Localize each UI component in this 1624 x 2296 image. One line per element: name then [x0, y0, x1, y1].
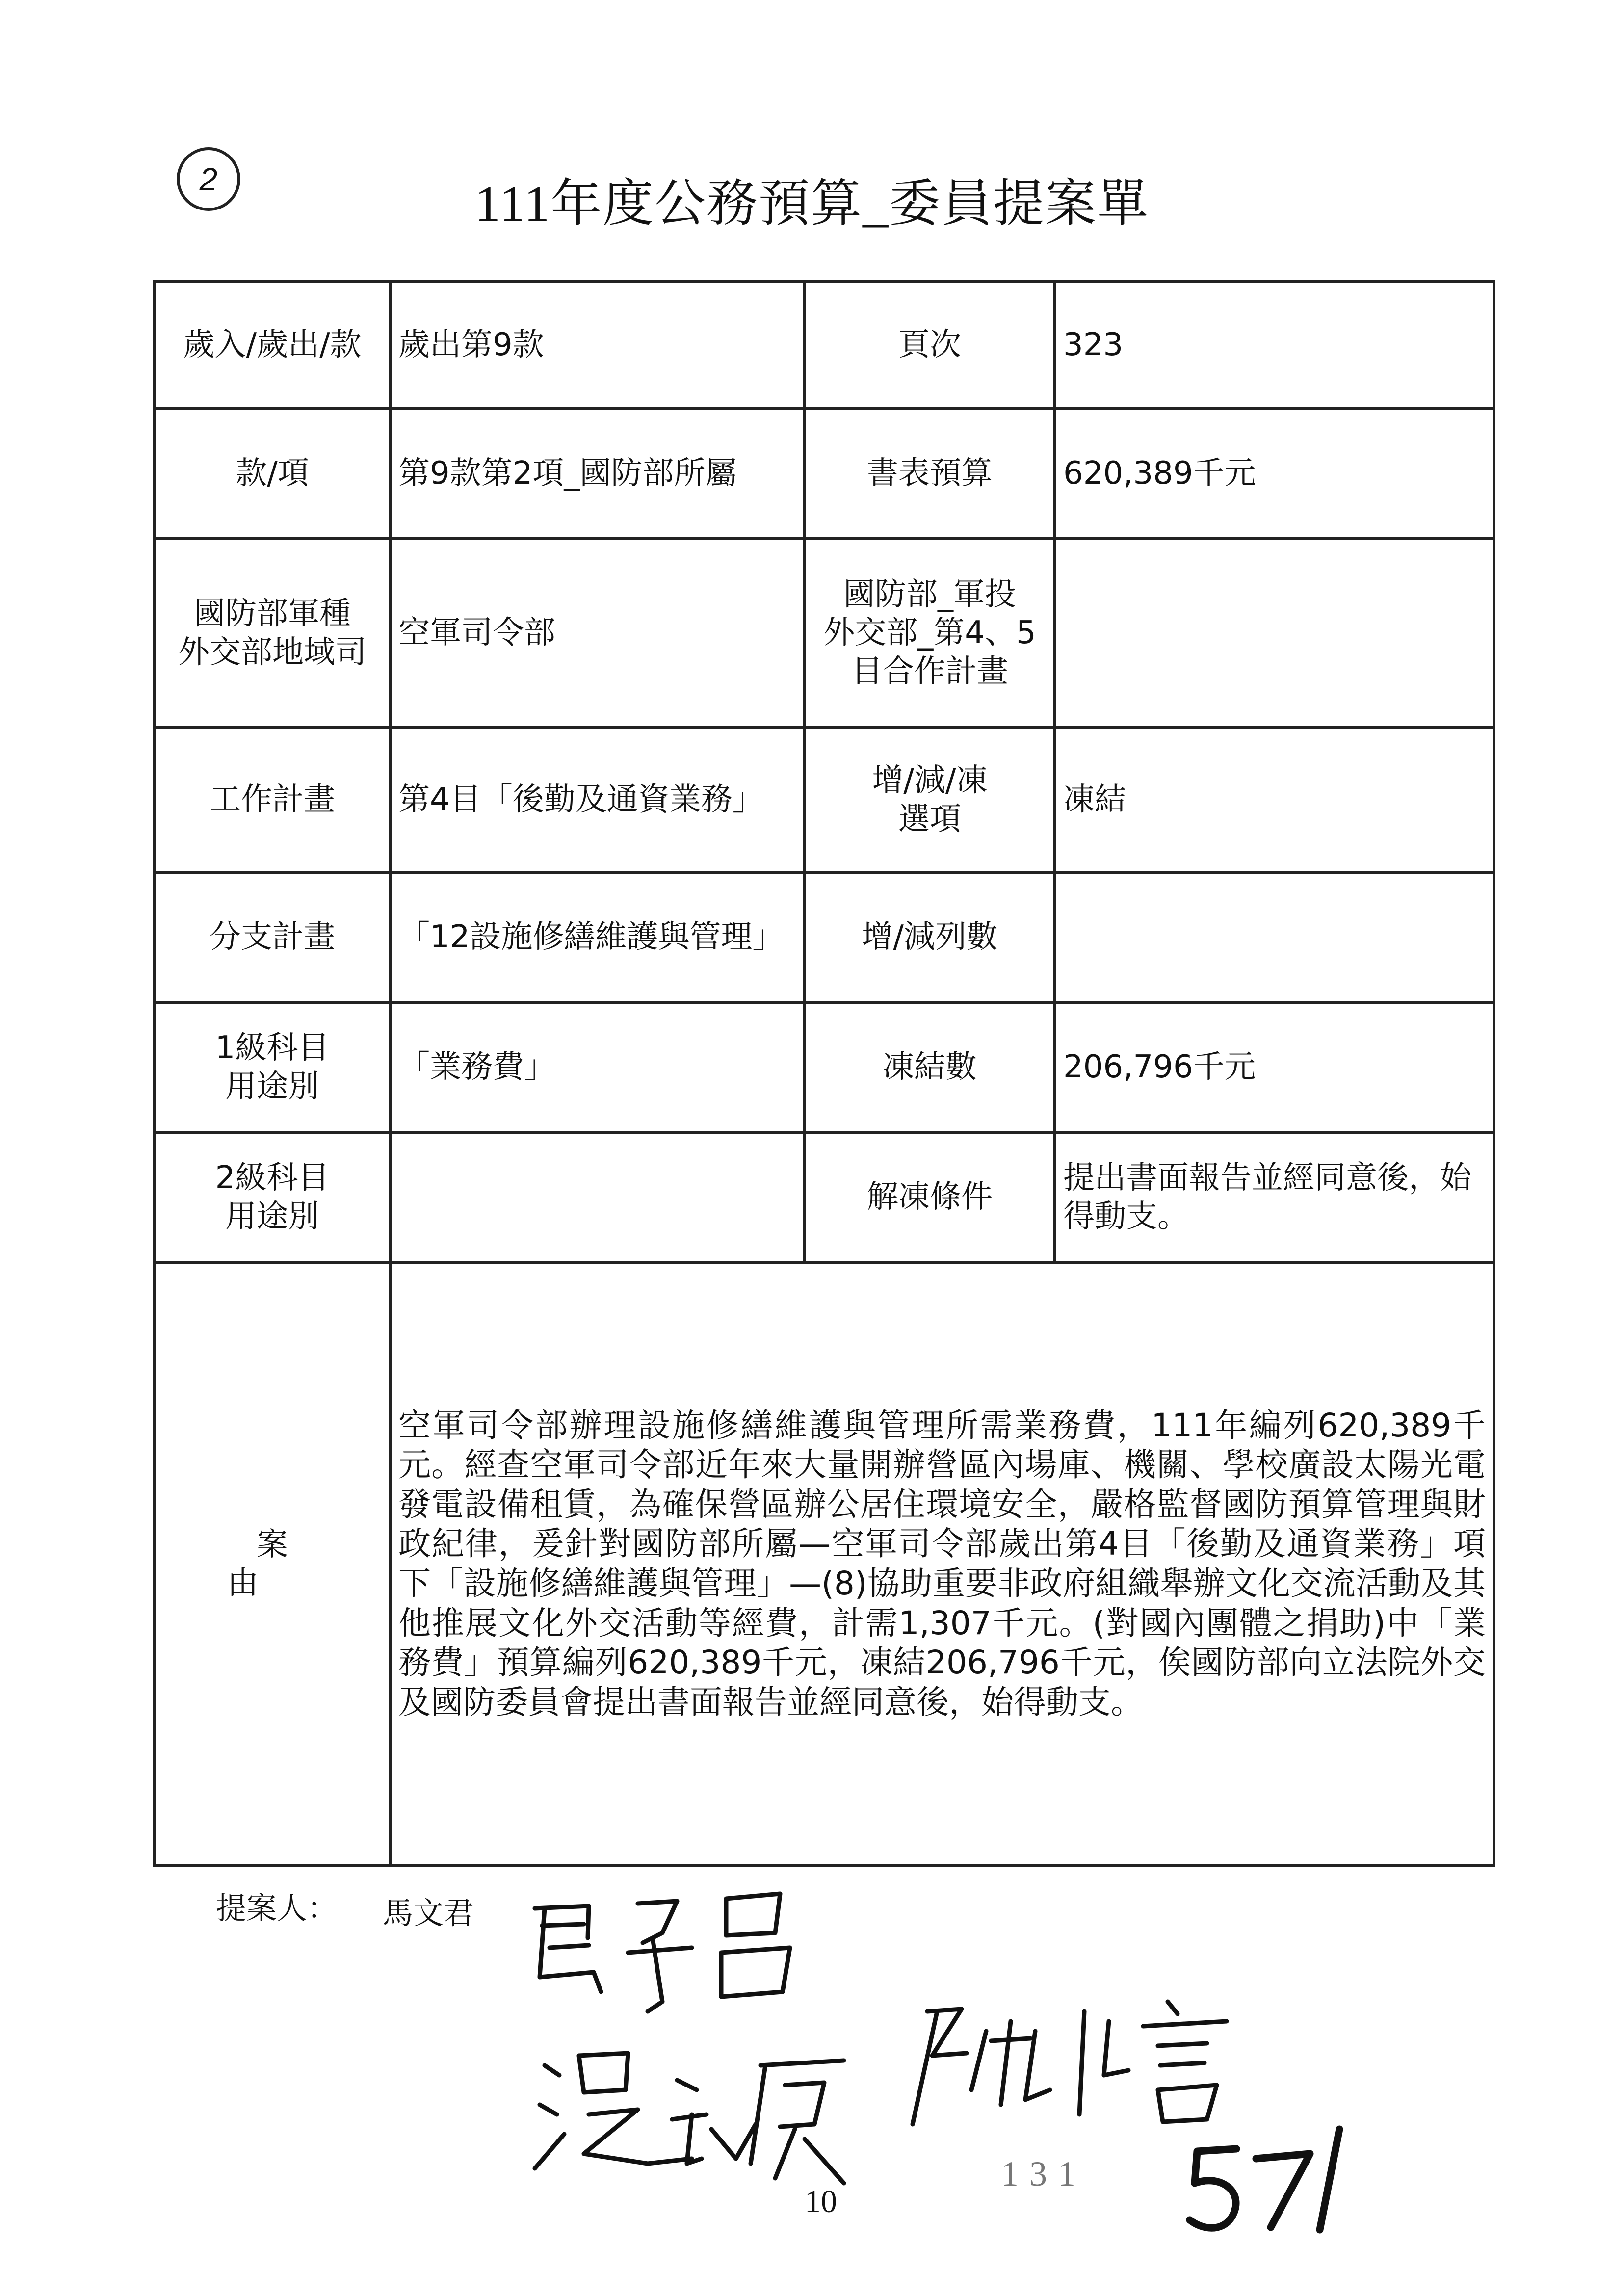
label-work-plan: 工作計畫: [155, 728, 390, 872]
value-statement-budget: 620,389千元: [1055, 409, 1494, 539]
page-title: 111年度公務預算_委員提案單: [474, 176, 1150, 232]
value-level2-subject: [390, 1132, 805, 1262]
label-level2-subject: [155, 1132, 390, 1262]
handwritten-signature-1: [515, 1879, 829, 2021]
form-row-level1-subject: [155, 1002, 1494, 1132]
label-unfreeze-condition: 解凍條件: [805, 1132, 1055, 1262]
label-revenue-expenditure: 歲入/歲出/款: [155, 281, 390, 409]
proposer-label: 提案人：: [216, 1890, 338, 1926]
value-unfreeze-condition: 提出書面報告並經同意後，始得動支。: [1055, 1132, 1494, 1262]
label-level2-subject-line2: 用途別: [225, 1198, 319, 1235]
label-frozen-amount: 凍結數: [805, 1002, 1055, 1132]
value-expenditure-section: 歲出第9款: [390, 281, 805, 409]
value-adjustment-amount: [1055, 872, 1494, 1002]
form-row-item: [155, 409, 1494, 539]
value-cooperation-plan: [1055, 539, 1494, 728]
proposer-name: 馬文君: [383, 1895, 474, 1931]
value-work-plan: 第4目「後勤及通資業務」: [390, 728, 805, 872]
value-page: 323: [1055, 281, 1494, 409]
reason-text: 空軍司令部辦理設施修繕維護與管理所需業務費，111年編列620,389千元。經查空軍司令部近年來大量開辦營區內場庫、機關、學校廣設太陽光電發電設備租賃，為確保營區辦公居住環境安全，嚴格監督國防預算管理與財政紀律，爰針對國防部所屬—空軍司令部歲出第4目「後勤及通資業務」項下「設施修繕維護與管理」—(8)協助重要非政府組織舉辦文化交流活動及其他推展文化外交活動等經費，計需1,307千元。(對國內團體之捐助)中「業務費」預算編列620,389千元，凍結206,796千元，俟國防部向立法院外交及國防委員會提出書面報告並經同意後，始得動支。: [390, 1262, 1494, 1866]
value-level1-subject: 「業務費」: [390, 1002, 805, 1132]
circled-number-mark: 2: [177, 147, 240, 211]
label-action-option-line1: 增/減/凍: [872, 762, 988, 799]
form-row-reason: [155, 1262, 1494, 1866]
label-level1-subject-line2: 用途別: [225, 1068, 319, 1105]
label-adjustment-amount: 增/減列數: [805, 872, 1055, 1002]
value-section-item: 第9款第2項_國防部所屬: [390, 409, 805, 539]
label-action-option: [805, 728, 1055, 872]
label-reason: 案由: [155, 1262, 390, 1866]
label-cooperation-plan-line3: 目合作計畫: [851, 653, 1008, 690]
label-section-item: 款/項: [155, 409, 390, 539]
form-row-level2-subject: [155, 1132, 1494, 1262]
form-row-branch-plan: [155, 872, 1494, 1002]
value-service-branch: 空軍司令部: [390, 539, 805, 728]
faint-handwritten-number: 131: [1001, 2154, 1086, 2193]
handwritten-signature-2: [530, 2036, 873, 2198]
label-cooperation-plan-line1: 國防部_軍投: [843, 576, 1016, 613]
value-action-option: 凍結: [1055, 728, 1494, 872]
label-branch-plan: 分支計畫: [155, 872, 390, 1002]
page-number: 10: [805, 2184, 837, 2219]
label-level2-subject-line1: 2級科目: [215, 1160, 330, 1197]
form-row-unit: [155, 539, 1494, 728]
label-action-option-line2: 選項: [898, 801, 961, 837]
label-service-branch-line1: 國防部軍種: [194, 596, 351, 632]
handwritten-signature-3: [903, 1992, 1276, 2139]
label-statement-budget: 書表預算: [805, 409, 1055, 539]
label-level1-subject: [155, 1002, 390, 1132]
handwritten-number-571: [1178, 2119, 1354, 2242]
value-frozen-amount: 206,796千元: [1055, 1002, 1494, 1132]
label-service-branch-line2: 外交部地域司: [178, 634, 367, 671]
label-page: 頁次: [805, 281, 1055, 409]
value-branch-plan: 「12設施修繕維護與管理」: [390, 872, 805, 1002]
label-cooperation-plan-line2: 外交部_第4、5: [823, 615, 1036, 652]
label-cooperation-plan: [805, 539, 1055, 728]
form-row-account: [155, 281, 1494, 409]
label-level1-subject-line1: 1級科目: [215, 1030, 330, 1067]
form-row-work-plan: [155, 728, 1494, 872]
proposal-form-table: [153, 280, 1495, 1867]
label-service-branch: [155, 539, 390, 728]
